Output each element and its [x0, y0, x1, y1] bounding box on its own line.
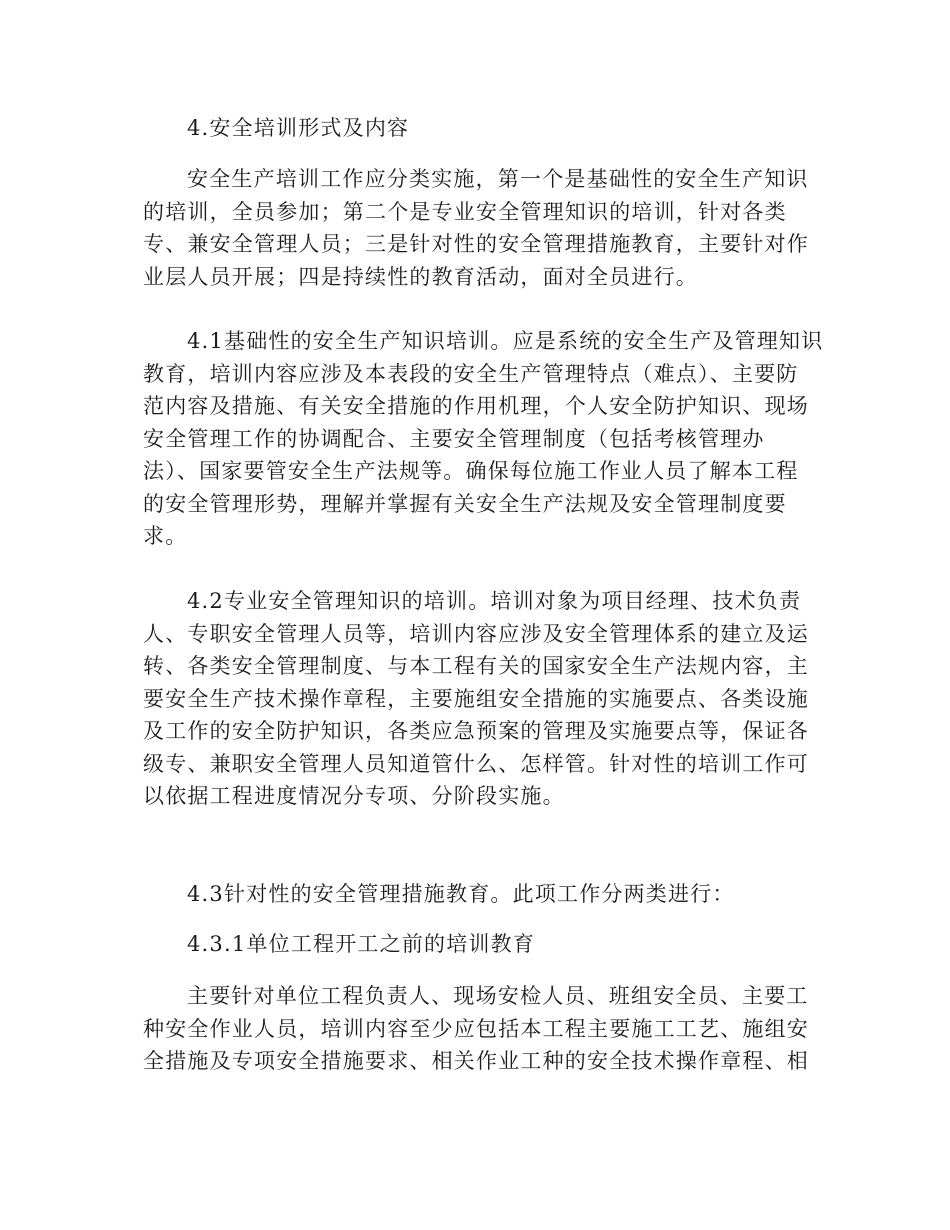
paragraph-4-3-1: [143, 928, 811, 961]
heading-text: 4.安全培训形式及内容: [187, 116, 410, 140]
paragraph-line: 种安全作业人员，培训内容至少应包括本工程主要施工工艺、施组安: [143, 1016, 809, 1041]
paragraph-line: 4.3.1单位工程开工之前的培训教育: [187, 932, 536, 956]
paragraph-overview: [143, 163, 811, 293]
paragraph-line: 4.2专业安全管理知识的培训。培训对象为项目经理、技术负责: [187, 589, 802, 613]
paragraph-line: 以依据工程进度情况分专项、分阶段实施。: [143, 784, 565, 808]
paragraph-line: 业层人员开展；四是持续性的教育活动，面对全员进行。: [143, 264, 698, 289]
paragraph-line: 要安全生产技术操作章程，主要施组安全措施的实施要点、各类设施: [143, 686, 809, 711]
paragraph-line: 安全管理工作的协调配合、主要安全管理制度（包括考核管理办: [143, 426, 765, 451]
paragraph-4-3: [143, 878, 811, 911]
paragraph-line: 转、各类安全管理制度、与本工程有关的国家安全生产法规内容，主: [143, 654, 809, 678]
paragraph-line: 教育，培训内容应涉及本表段的安全生产管理特点（难点）、主要防: [143, 361, 799, 386]
section-heading-4: [143, 112, 811, 145]
paragraph-line: 人、专职安全管理人员等，培训内容应涉及安全管理体系的建立及运: [143, 621, 809, 646]
paragraph-line: 法）、国家要管安全生产法规等。确保每位施工作业人员了解本工程: [143, 459, 799, 483]
paragraph-line: 专、兼安全管理人员；三是针对性的安全管理措施教育，主要针对作: [143, 232, 809, 256]
paragraph-line: 全措施及专项安全措施要求、相关作业工种的安全技术操作章程、相: [143, 1049, 809, 1073]
paragraph-line: 求。: [143, 524, 188, 548]
paragraph-line: 及工作的安全防护知识，各类应急预案的管理及实施要点等，保证各: [143, 719, 809, 743]
paragraph-line: 的安全管理形势，理解并掌握有关安全生产法规及安全管理制度要: [143, 491, 787, 516]
paragraph-line: 4.1基础性的安全生产知识培训。应是系统的安全生产及管理知识: [187, 329, 824, 353]
paragraph-line: 范内容及措施、有关安全措施的作用机理，个人安全防护知识、现场: [143, 394, 809, 418]
paragraph-4-3-1-body: [143, 980, 811, 1078]
paragraph-line: 安全生产培训工作应分类实施，第一个是基础性的安全生产知识: [187, 167, 809, 191]
paragraph-4-1: [143, 325, 824, 553]
paragraph-line: 的培训，全员参加；第二个是专业安全管理知识的培训，针对各类: [143, 199, 787, 224]
paragraph-line: 主要针对单位工程负责人、现场安检人员、班组安全员、主要工: [187, 984, 809, 1008]
paragraph-line: 4.3针对性的安全管理措施教育。此项工作分两类进行：: [187, 882, 735, 906]
paragraph-line: 级专、兼职安全管理人员知道管什么、怎样管。针对性的培训工作可: [143, 751, 809, 776]
paragraph-4-2: [143, 585, 811, 813]
